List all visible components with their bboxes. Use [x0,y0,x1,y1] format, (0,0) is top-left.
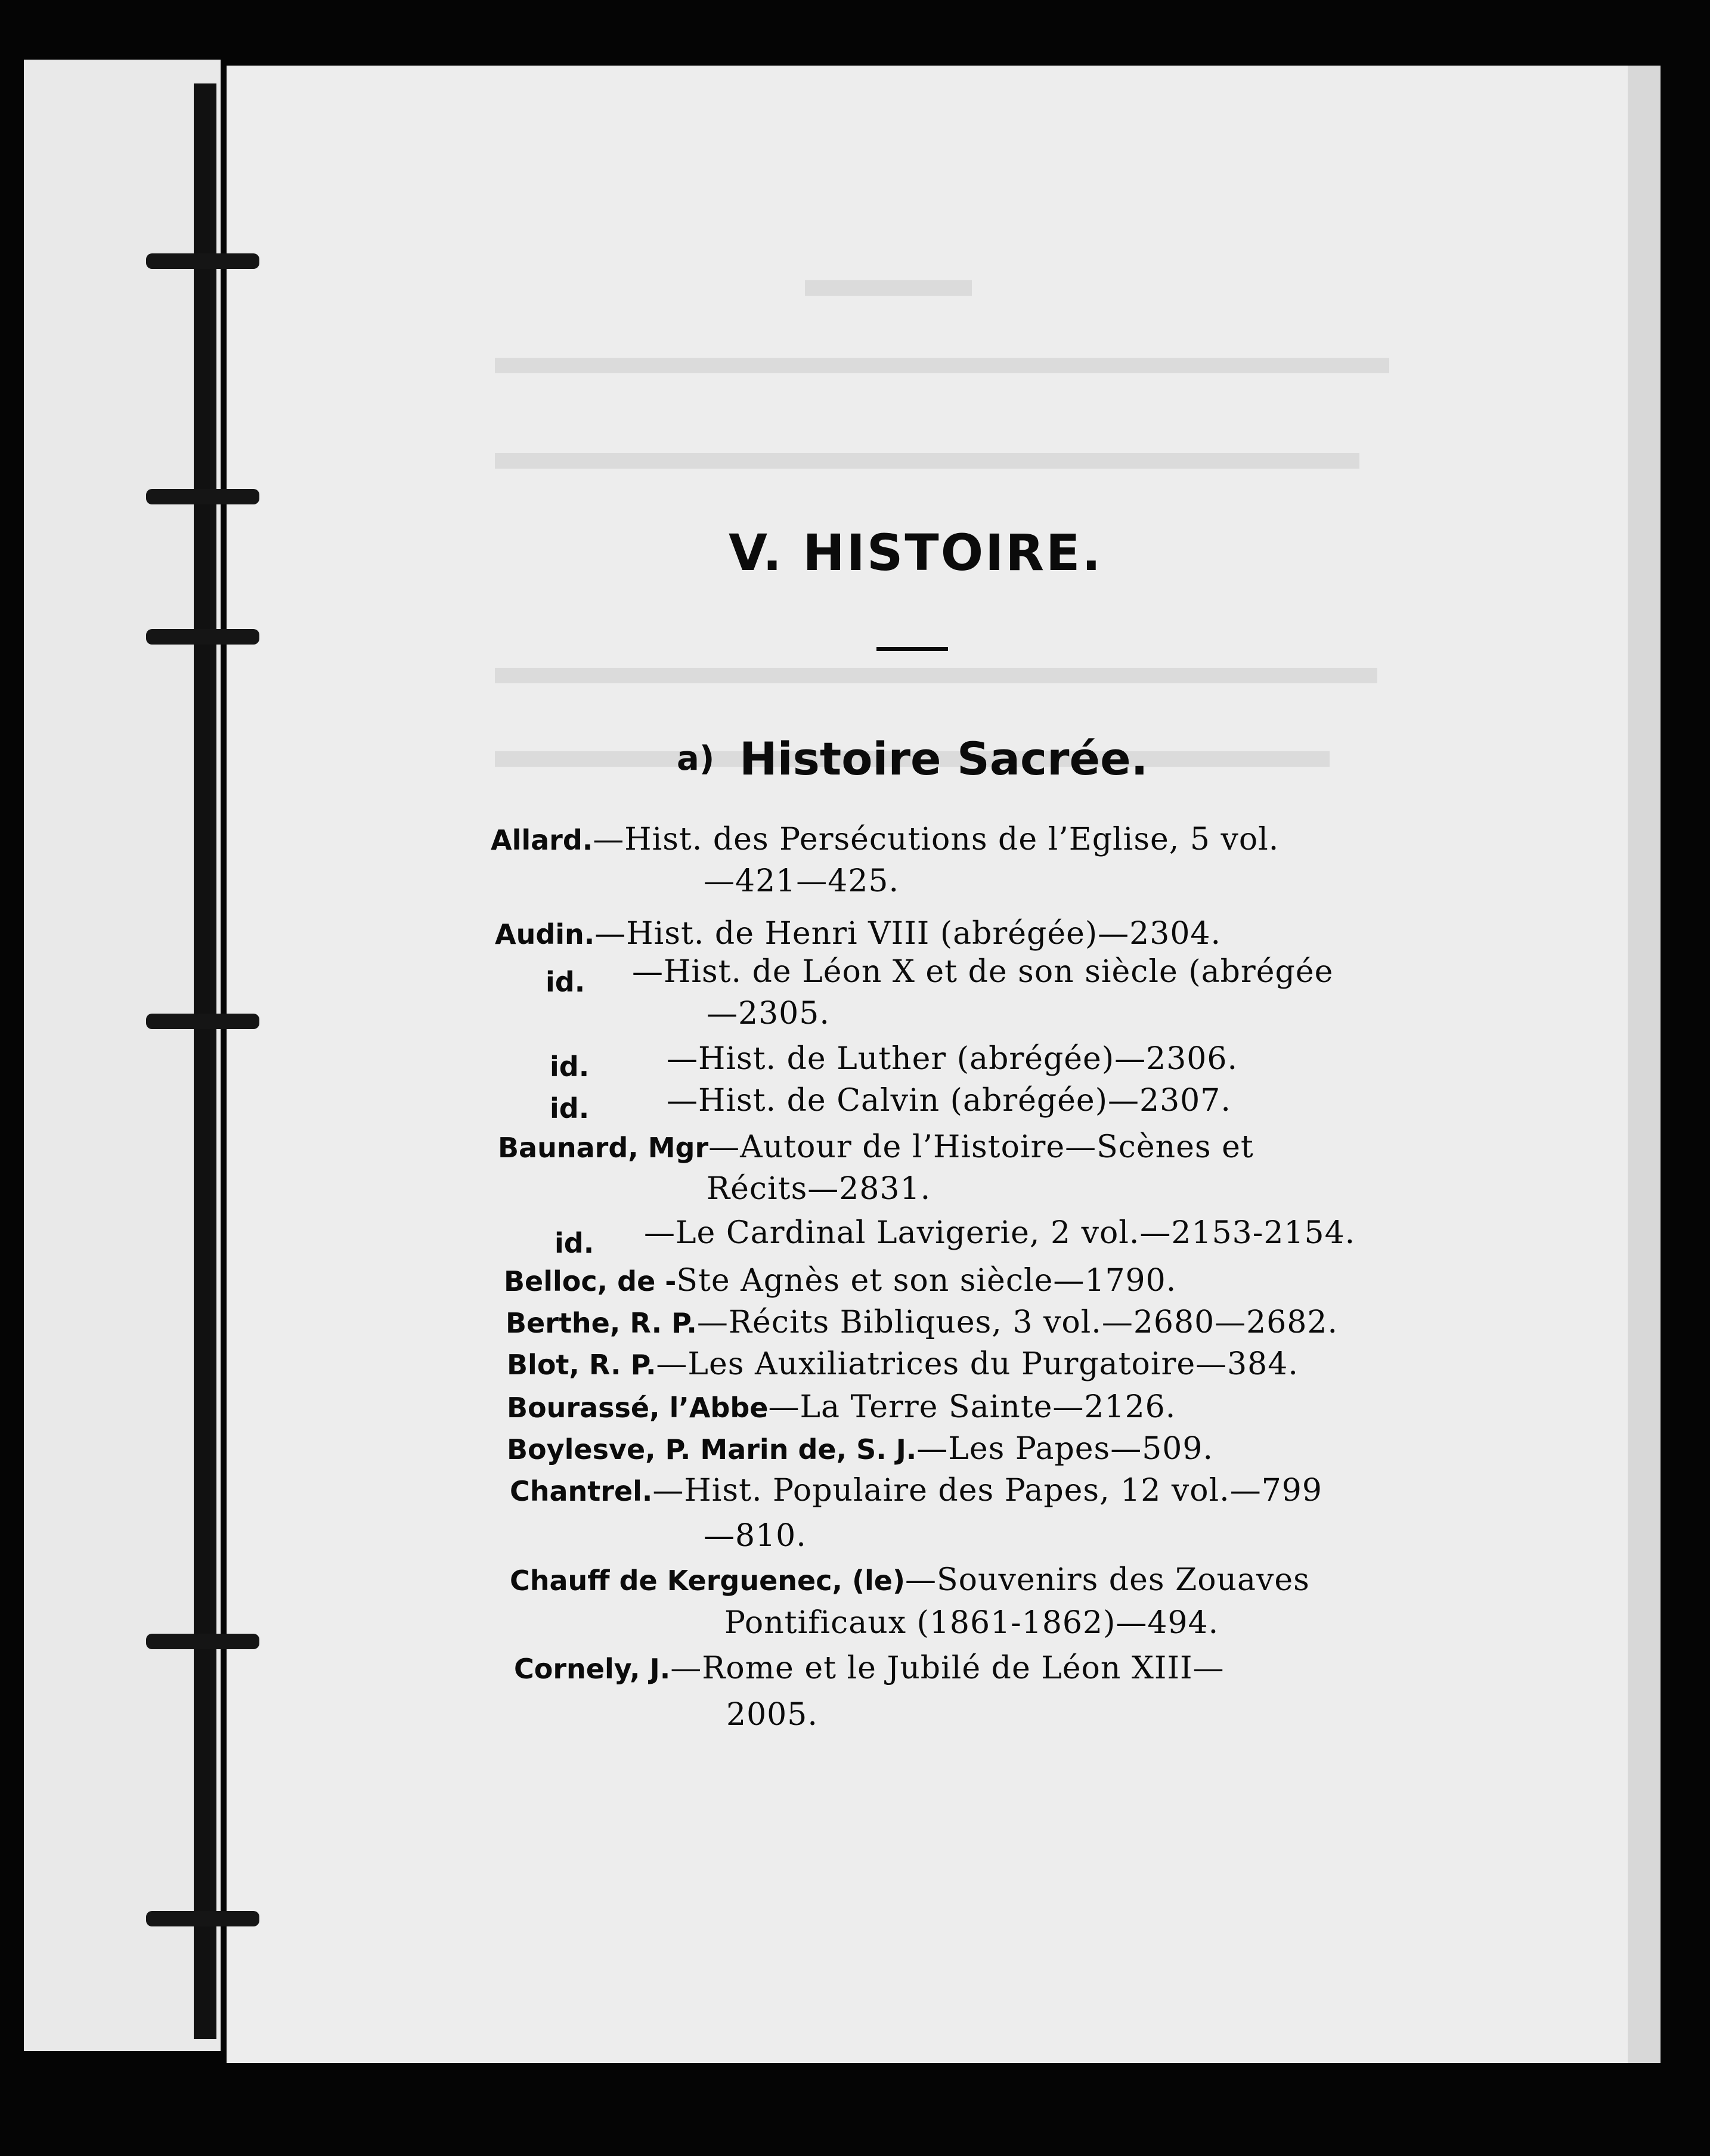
entry-title: —Le Cardinal Lavigerie, 2 vol.—2153-2154. [644,1215,1356,1251]
entry-title: —Souvenirs des Zouaves [905,1562,1310,1598]
show-through-text [495,668,1377,683]
entry-title: —Rome et le Jubilé de Léon XIII— [670,1650,1225,1686]
author-name: Chauff de Kerguenec, (le) [510,1565,906,1597]
list-item [510,1562,1310,1598]
list-item [510,1473,1322,1508]
entry-continuation: —2305. [707,996,830,1031]
binding-stitch [146,1911,259,1926]
entry-title: —Hist. Populaire des Papes, 12 vol.—799 [652,1473,1322,1508]
author-name: Belloc, de - [504,1265,677,1297]
binding-stitch [146,253,259,269]
author-name: id. [550,1092,590,1125]
author-name: Chantrel. [510,1475,653,1507]
author-name: Cornely, J. [514,1653,671,1685]
list-item [506,1305,1338,1340]
author-name: Allard. [491,824,593,856]
section-title: V. HISTOIRE. [729,523,1103,582]
binding-spine [194,83,216,2039]
show-through-text [495,453,1359,469]
entry-title: —Hist. des Persécutions de l’Eglise, 5 vol. [593,822,1280,857]
entry-title: —Hist. de Henri VIII (abrégée)—2304. [594,916,1222,952]
author-name: id. [546,966,586,998]
entry-title: —La Terre Sainte—2126. [768,1389,1176,1425]
entry-title: —Les Papes—509. [916,1431,1213,1467]
entry-title: —Autour de l’Histoire—Scènes et [708,1129,1254,1165]
list-item [514,1650,1225,1686]
subsection-title: Histoire Sacrée. [739,732,1148,785]
entry-continuation: 2005. [726,1697,818,1733]
list-item [507,1431,1213,1467]
entry-title: Ste Agnès et son siècle—1790. [676,1263,1177,1299]
list-item [507,1389,1176,1425]
list-item [504,1263,1176,1299]
list-item [491,822,1279,857]
author-name: Blot, R. P. [507,1349,656,1381]
author-name: id. [554,1227,594,1259]
list-item [498,1129,1254,1165]
entry-title: —Les Auxiliatrices du Purgatoire—384. [656,1346,1299,1382]
subsection-marker: a) [677,739,715,778]
author-name: Berthe, R. P. [506,1307,697,1339]
entry-continuation: Récits—2831. [707,1171,931,1207]
show-through-text [805,280,972,296]
author-name: Boylesve, P. Marin de, S. J. [507,1433,917,1466]
binding-stitch [146,489,259,504]
binding-stitch [146,629,259,645]
title-rule [876,647,948,651]
entry-title: —Récits Bibliques, 3 vol.—2680—2682. [696,1305,1339,1340]
author-name: Bourassé, l’Abbe [507,1392,769,1424]
next-page-edge [1628,66,1661,2063]
entry-continuation: —810. [704,1518,807,1554]
entry-title: —Hist. de Calvin (abrégée)—2307. [667,1083,1231,1119]
author-name: id. [550,1051,590,1083]
binding-stitch [146,1634,259,1649]
show-through-text [495,358,1389,373]
entry-continuation: Pontificaux (1861-1862)—494. [724,1605,1219,1641]
list-item [495,916,1221,952]
entry-title: —Hist. de Luther (abrégée)—2306. [667,1041,1238,1077]
author-name: Audin. [495,918,595,950]
author-name: Baunard, Mgr [498,1132,709,1164]
entry-title: —Hist. de Léon X et de son siècle (abrégée [632,954,1334,990]
entry-continuation: —421—425. [704,863,900,899]
list-item [507,1346,1299,1382]
previous-page-edge [24,60,221,2051]
binding-stitch [146,1014,259,1029]
